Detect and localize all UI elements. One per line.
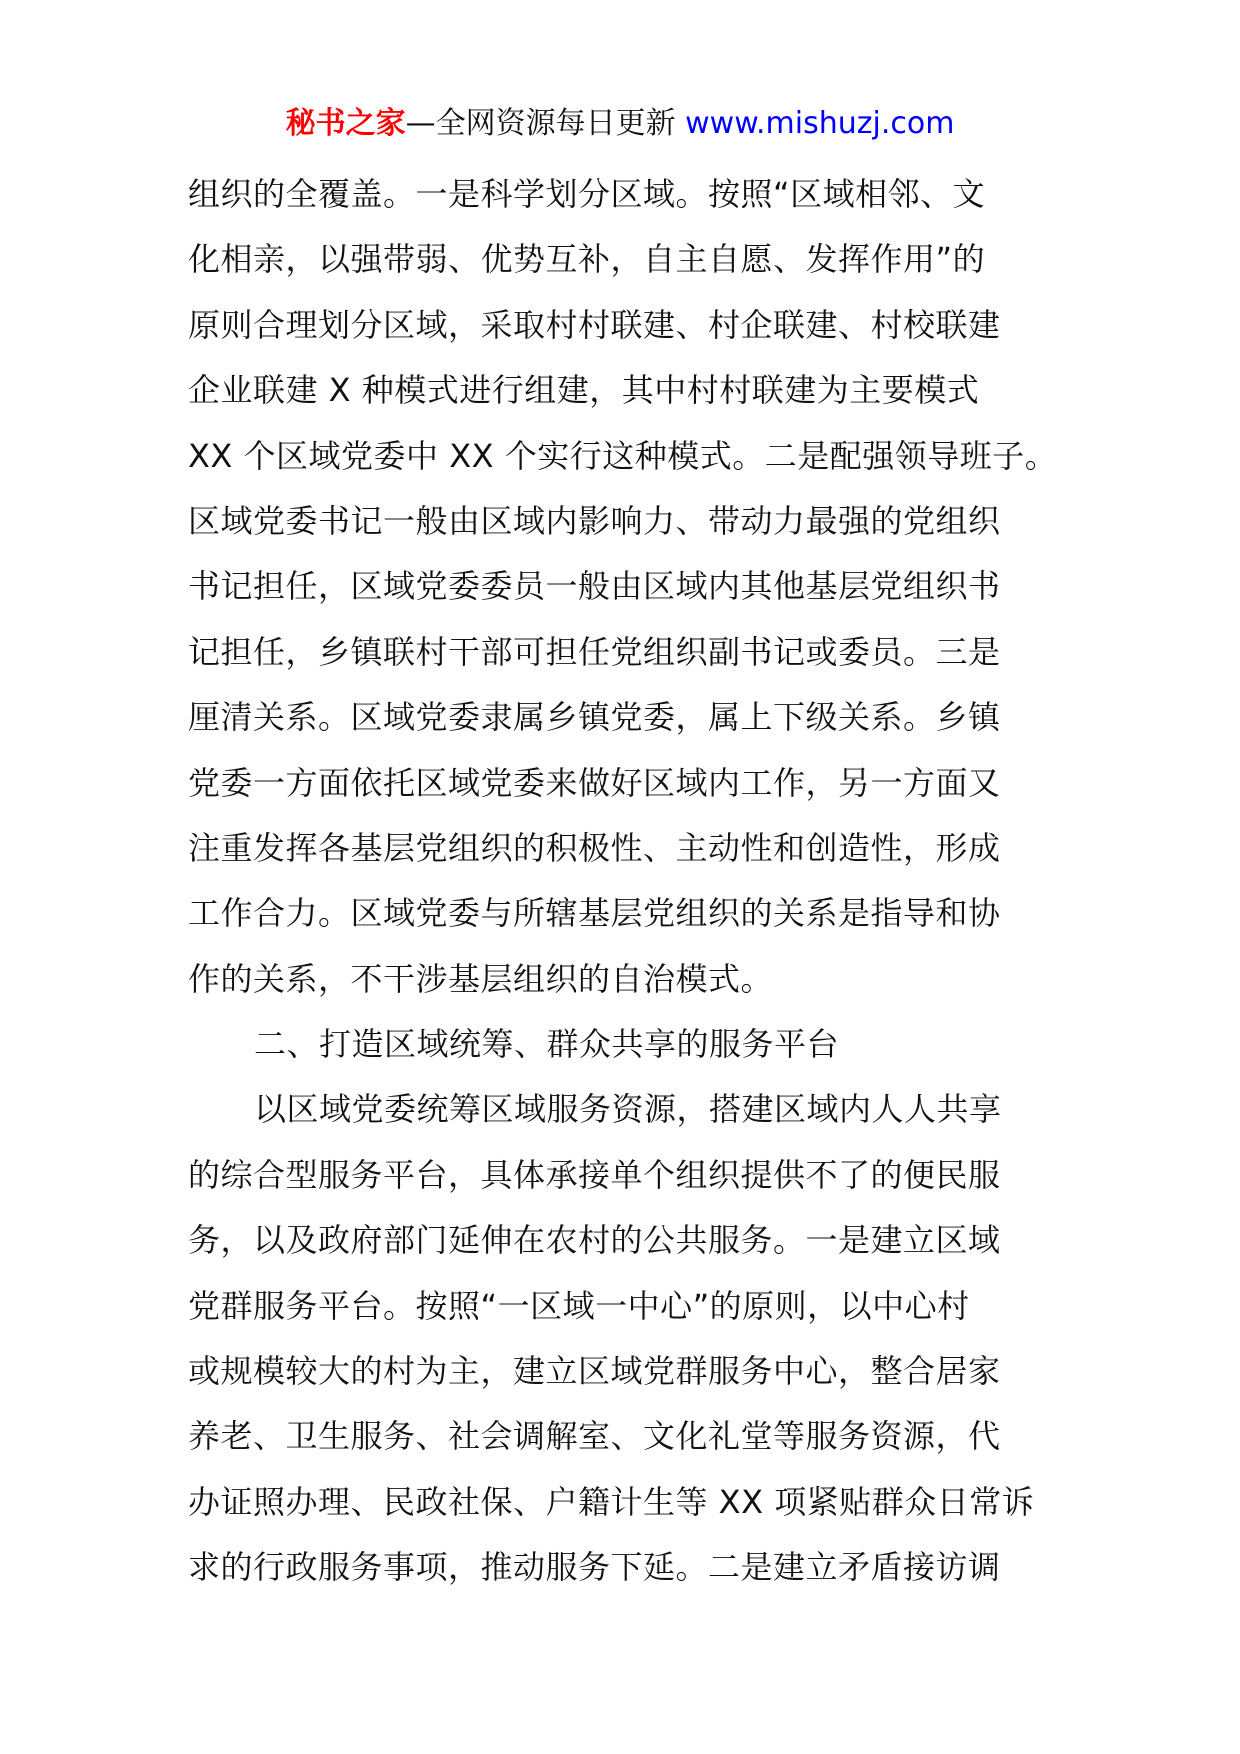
text-line: 注重发挥各基层党组织的积极性、主动性和创造性，形成 xyxy=(188,828,1001,867)
text-line: 党群服务平台。按照“一区域一中心”的原则，以中心村 xyxy=(188,1286,970,1325)
text-line: 原则合理划分区域，采取村村联建、村企联建、村校联建 xyxy=(188,305,1001,344)
text-line: 养老、卫生服务、社会调解室、文化礼堂等服务资源，代 xyxy=(188,1417,1001,1456)
text-line: 化相亲，以强带弱、优势互补，自主自愿、发挥作用”的 xyxy=(188,240,986,279)
text-line: 办证照办理、民政社保、户籍计生等 XX 项紧贴群众日常诉 xyxy=(188,1482,1035,1521)
text-line: 区域党委书记一般由区域内影响力、带动力最强的党组织 xyxy=(188,501,1001,540)
text-line: 工作合力。区域党委与所辖基层党组织的关系是指导和协 xyxy=(188,894,1001,933)
text-line: 作的关系，不干涉基层组织的自治模式。 xyxy=(188,959,774,998)
text-line: 记担任，乡镇联村干部可担任党组织副书记或委员。三是 xyxy=(188,632,1001,671)
text-line: 企业联建 X 种模式进行组建，其中村村联建为主要模式 xyxy=(188,371,980,410)
text-line: 或规模较大的村为主，建立区域党群服务中心，整合居家 xyxy=(188,1352,1001,1391)
site-tagline: —全网资源每日更新 xyxy=(405,106,676,141)
page-header xyxy=(0,104,1240,144)
text-line: 书记担任，区域党委委员一般由区域内其他基层党组织书 xyxy=(188,567,1001,606)
site-brand: 秘书之家 xyxy=(285,106,406,141)
text-line: 求的行政服务事项，推动服务下延。二是建立矛盾接访调 xyxy=(188,1548,1001,1587)
text-line: 组织的全覆盖。一是科学划分区域。按照“区域相邻、文 xyxy=(188,175,986,213)
text-line: 务，以及政府部门延伸在农村的公共服务。一是建立区域 xyxy=(188,1221,1001,1260)
paragraph-start-line: 以区域党委统筹区域服务资源，搭建区域内人人共享 xyxy=(254,1090,1002,1129)
site-url-link[interactable]: www.mishuzj.com xyxy=(685,106,955,141)
text-line: 厘清关系。区域党委隶属乡镇党委，属上下级关系。乡镇 xyxy=(188,698,1001,737)
text-line: XX 个区域党委中 XX 个实行这种模式。二是配强领导班子。 xyxy=(188,436,1058,475)
paragraph-start-line: 二、打造区域统筹、群众共享的服务平台 xyxy=(254,1025,840,1064)
document-body xyxy=(188,162,1068,1601)
text-line: 的综合型服务平台，具体承接单个组织提供不了的便民服 xyxy=(188,1155,1001,1194)
text-line: 党委一方面依托区域党委来做好区域内工作，另一方面又 xyxy=(188,763,1001,802)
